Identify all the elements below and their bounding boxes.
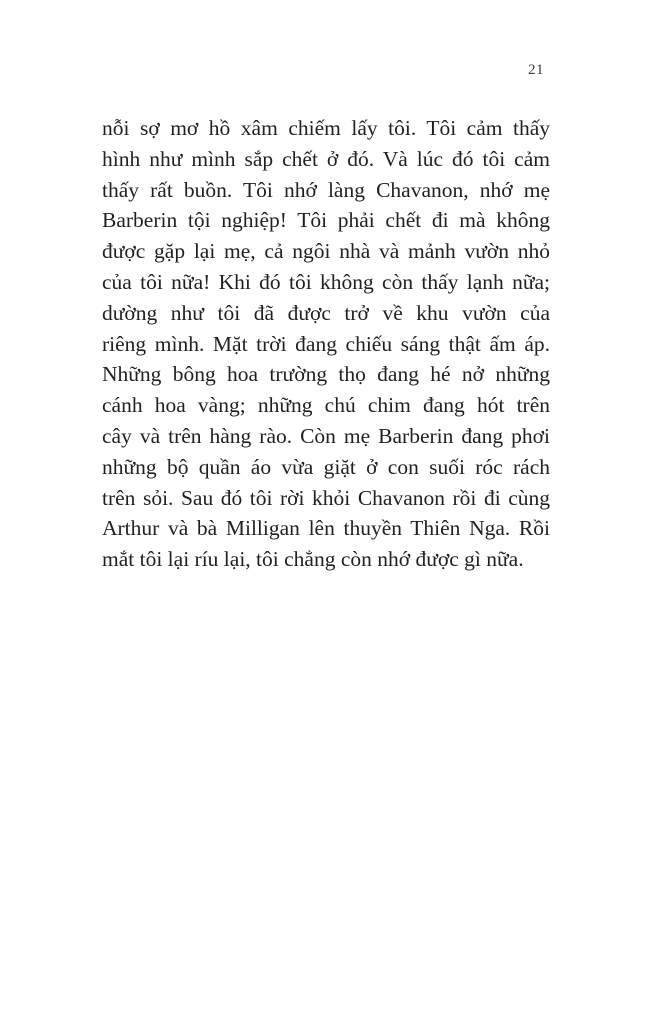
- text-line: cây và trên hàng rào. Còn mẹ Barberin đang phơi: [102, 423, 550, 448]
- text-line: Những bông hoa trường thọ đang hé nở những: [102, 362, 550, 387]
- text-line: dường như tôi đã được trở về khu vườn của: [102, 300, 550, 325]
- text-line: Barberin tội nghiệp! Tôi phải chết đi mà không: [102, 208, 550, 233]
- text-line: được gặp lại mẹ, cả ngôi nhà và mảnh vườn nhỏ: [102, 239, 550, 264]
- text-line: của tôi nữa! Khi đó tôi không còn thấy lạnh nữa;: [102, 269, 550, 294]
- text-line: riêng mình. Mặt trời đang chiếu sáng thật ấm áp.: [102, 331, 550, 356]
- text-line: nỗi sợ mơ hồ xâm chiếm lấy tôi. Tôi cảm thấy: [102, 116, 550, 140]
- text-line: thấy rất buồn. Tôi nhớ làng Chavanon, nhớ mẹ: [102, 177, 550, 202]
- body-paragraph: [102, 113, 550, 575]
- text-line: cánh hoa vàng; những chú chim đang hót trên: [102, 393, 550, 418]
- text-line: hình như mình sắp chết ở đó. Và lúc đó tôi cảm: [102, 146, 550, 171]
- text-line-last: mắt tôi lại ríu lại, tôi chẳng còn nhớ được gì nữa.: [102, 547, 524, 572]
- text-line: Arthur và bà Milligan lên thuyền Thiên Nga. Rồi: [102, 516, 550, 541]
- page-number: 21: [528, 62, 544, 78]
- text-line: những bộ quần áo vừa giặt ở con suối róc rách: [102, 454, 550, 479]
- text-line: trên sỏi. Sau đó tôi rời khỏi Chavanon rồi đi cùng: [102, 485, 550, 510]
